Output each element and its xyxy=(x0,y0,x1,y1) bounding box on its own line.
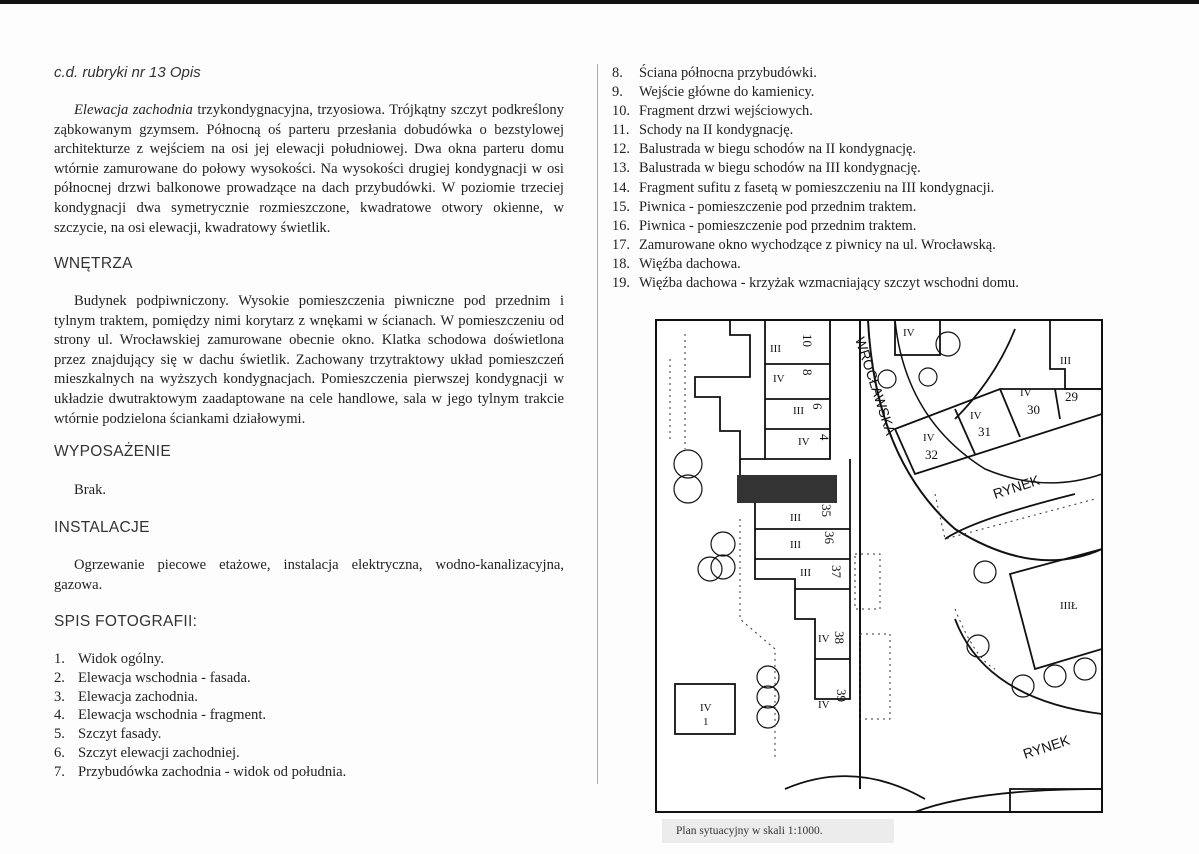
svg-text:36: 36 xyxy=(822,531,837,544)
svg-text:1: 1 xyxy=(703,716,709,728)
svg-text:10: 10 xyxy=(800,334,815,347)
map-caption: Plan sytuacyjny w skali 1:1000. xyxy=(662,819,894,843)
svg-text:IV: IV xyxy=(798,436,810,448)
svg-text:IV: IV xyxy=(700,702,712,714)
list-item: 12. Balustrada w biegu schodów na II kondygnację. xyxy=(612,141,916,158)
list-item: 17. Zamurowane okno wychodzące z piwnicy na ul. Wrocławską. xyxy=(612,236,996,253)
list-item: 9. Wejście główne do kamienicy. xyxy=(612,84,815,101)
installations-paragraph: Ogrzewanie piecowe etażowe, instalacja elektryczna, wodno-kanalizacyjna, gazowa. xyxy=(54,557,564,593)
top-border xyxy=(0,0,1199,4)
svg-text:IV: IV xyxy=(923,432,935,444)
list-item: 7. Przybudówka zachodnia - widok od południa. xyxy=(54,763,347,780)
list-item: 3. Elewacja zachodnia. xyxy=(54,688,198,705)
installations-heading: INSTALACJE xyxy=(54,519,150,536)
svg-text:IV: IV xyxy=(903,327,915,339)
list-item: 15. Piwnica - pomieszczenie pod przednim traktem. xyxy=(612,198,917,215)
svg-text:38: 38 xyxy=(832,631,847,644)
svg-text:IV: IV xyxy=(773,373,785,385)
svg-text:32: 32 xyxy=(925,447,938,462)
list-item: 6. Szczyt elewacji zachodniej. xyxy=(54,744,240,761)
svg-text:IIIŁ: IIIŁ xyxy=(1060,600,1078,612)
list-item: 10. Fragment drzwi wejściowych. xyxy=(612,103,813,120)
photo-list-right xyxy=(612,64,1019,293)
section-header: c.d. rubryki nr 13 Opis xyxy=(54,64,201,81)
list-item: 19. Więźba dachowa - krzyżak wzmacniający szczyt wschodni domu. xyxy=(612,275,1019,292)
svg-text:IV: IV xyxy=(1020,387,1032,399)
list-item: 11. Schody na II kondygnację. xyxy=(612,122,794,139)
svg-text:37: 37 xyxy=(829,565,844,578)
svg-text:29: 29 xyxy=(1065,389,1078,404)
svg-text:III: III xyxy=(793,405,804,417)
list-item: 18. Więźba dachowa. xyxy=(612,255,741,272)
list-item: 5. Szczyt fasady. xyxy=(54,726,162,743)
list-item: 8. Ściana północna przybudówki. xyxy=(612,65,817,81)
list-item: 4. Elewacja wschodnia - fragment. xyxy=(54,707,267,724)
site-plan-map xyxy=(655,319,1103,813)
list-item: 2. Elewacja wschodnia - fasada. xyxy=(54,669,251,686)
list-item: 1. Widok ogólny. xyxy=(54,651,165,667)
street-label-wroclawska: WROCŁAWSKA xyxy=(852,334,899,438)
square-label-rynek-2: RYNEK xyxy=(1020,731,1072,762)
list-item: 14. Fragment sufitu z fasetą w pomieszczeniu na III kondygnacji. xyxy=(612,179,995,196)
equipment-paragraph: Brak. xyxy=(74,482,107,498)
svg-text:III: III xyxy=(1060,355,1071,367)
svg-text:35: 35 xyxy=(819,504,834,517)
photos-heading: SPIS FOTOGRAFII: xyxy=(54,613,198,630)
column-divider xyxy=(597,64,598,784)
interior-paragraph: Budynek podpiwniczony. Wysokie pomieszczenia piwniczne pod przednim i tylnym traktem, pomiędzy nimi korytarz z wnękami w ścianach. W pomieszczeniu od strony ul. Wrocławskiej zamurowane obecnie okno. Klatka schodowa doświetlona przez znajdujący się w dachu świetlik. Zachowany trzytraktowy układ pomieszczeń mieszkalnych na wyższych kondygnacjach. Pomieszczenia pierwszej kondygnacji w układzie dwutraktowym zaadaptowane na cele handlowe, sala w jego tylnym trakcie wtórnie podzielona ściankami działowymi. xyxy=(54,293,564,427)
svg-text:4: 4 xyxy=(817,434,832,441)
svg-text:III: III xyxy=(770,343,781,355)
list-item: 16. Piwnica - pomieszczenie pod przednim traktem. xyxy=(612,217,917,234)
svg-text:IV: IV xyxy=(818,699,830,711)
svg-text:IV: IV xyxy=(970,410,982,422)
svg-text:6: 6 xyxy=(810,403,825,410)
west-elevation-text: trzykondygnacyjna, trzyosiowa. Trójkątny szczyt podkreślony ząbkowanym gzymsem. Północną oś parteru przesłania dobudówka o bezstylowej architekturze z wejściem na osi jej elewacji południowej. Dwa okna parteru domu wtórnie zamurowane do połowy wysokości. Na wysokości drugiej kondygnacji w osi północnej drzwi balkonowe prowadzące na dach przybudówki. W poziomie trzeciej kondygnacji dwa symetrycznie rozmieszczone, kwadratowe otwory okienne, w szczycie, na osi elewacji, kwadratowy świetlik. xyxy=(54,102,564,236)
west-elevation-paragraph xyxy=(54,101,564,238)
list-item: 13. Balustrada w biegu schodów na III kondygnację. xyxy=(612,160,921,177)
svg-text:8: 8 xyxy=(800,369,815,376)
equipment-heading: WYPOSAŻENIE xyxy=(54,443,171,460)
svg-text:30: 30 xyxy=(1027,402,1040,417)
svg-text:39: 39 xyxy=(834,689,849,702)
svg-text:IV: IV xyxy=(818,633,830,645)
svg-text:III: III xyxy=(790,539,801,551)
highlighted-building xyxy=(737,475,837,503)
svg-text:31: 31 xyxy=(978,424,991,439)
interior-heading: WNĘTRZA xyxy=(54,255,133,272)
svg-text:III: III xyxy=(790,512,801,524)
square-label-rynek-1: RYNEK xyxy=(990,471,1042,502)
photo-list-left xyxy=(54,650,346,782)
west-elevation-lead: Elewacja zachodnia xyxy=(74,102,193,118)
svg-text:III: III xyxy=(800,567,811,579)
